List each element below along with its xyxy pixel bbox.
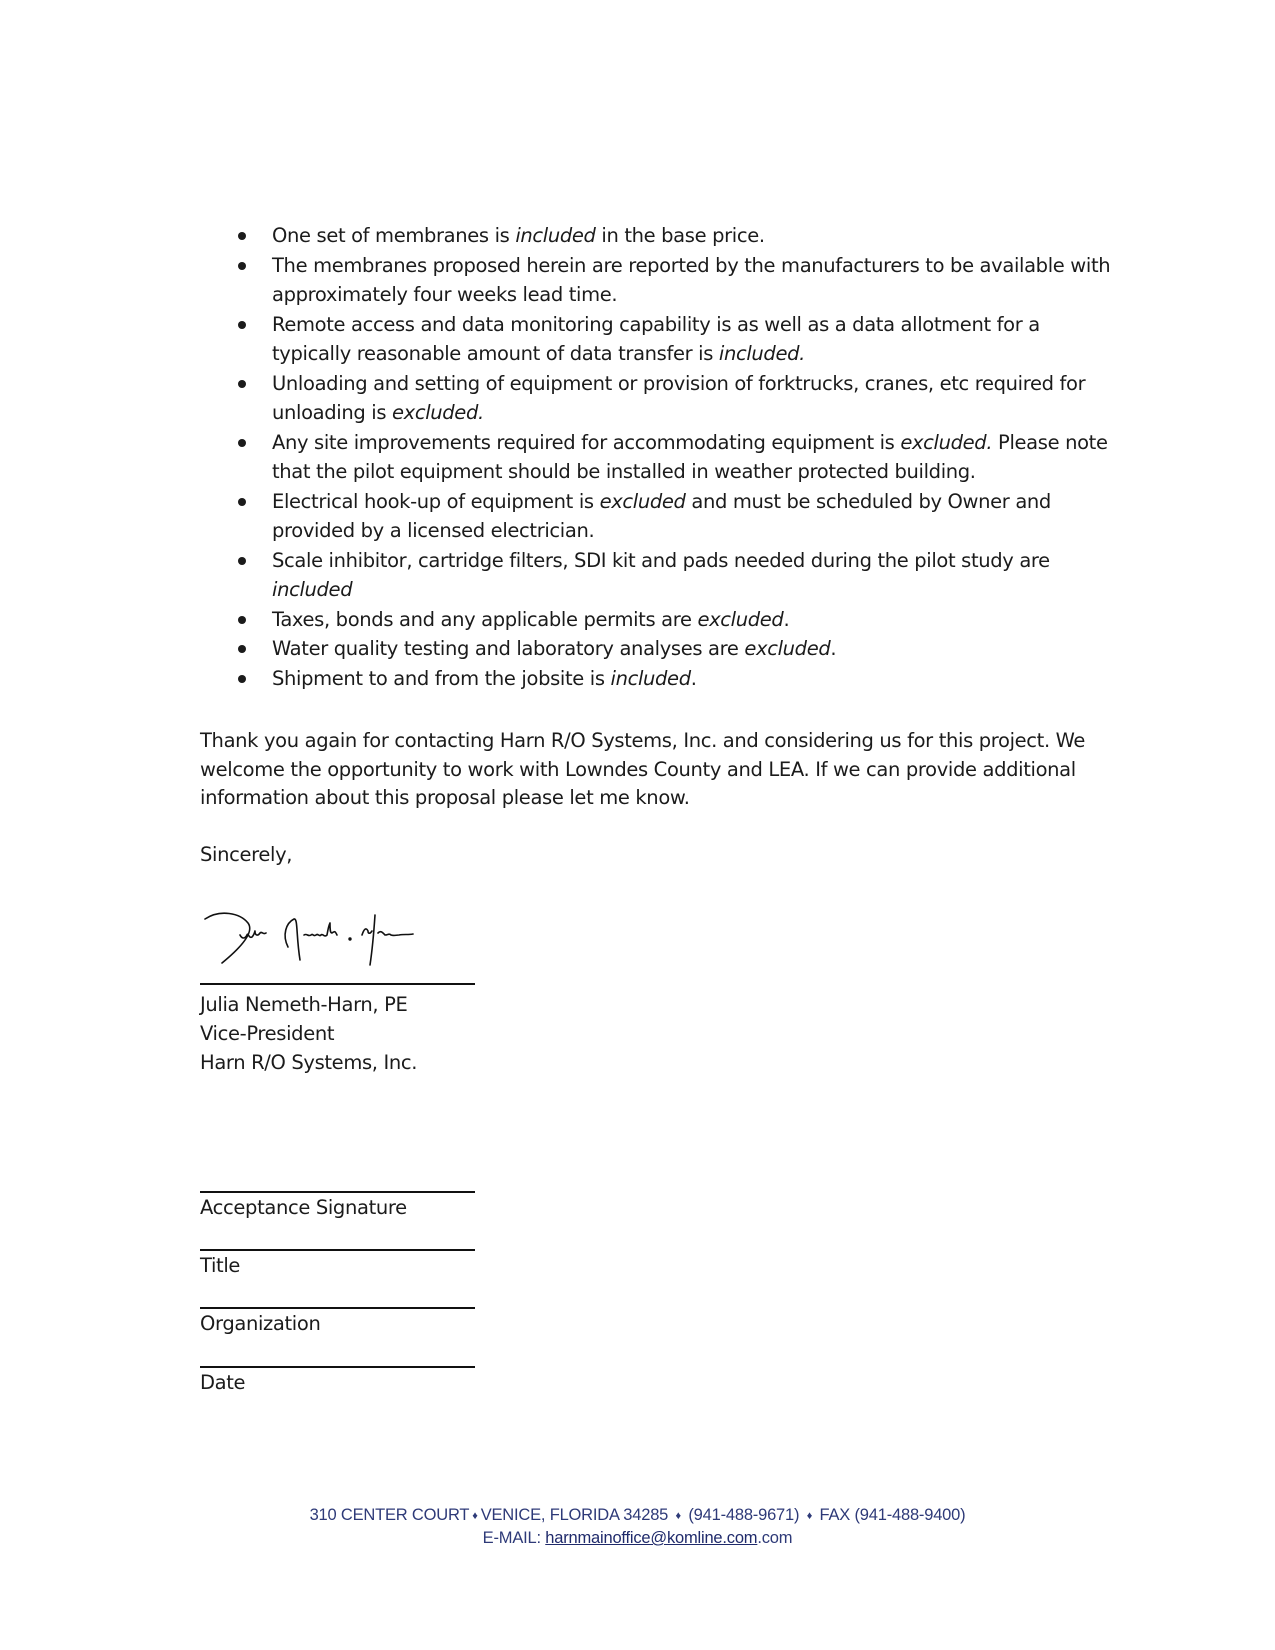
bullet-dot-icon bbox=[238, 645, 246, 653]
signer-company: Harn R/O Systems, Inc. bbox=[200, 1051, 418, 1074]
emphasis-text: excluded. bbox=[391, 401, 484, 424]
bullet-text: The membranes proposed herein are reported by the manufacturers to be available with approximately four weeks lead time. bbox=[272, 253, 1111, 306]
footer-email-label: E-MAIL: bbox=[482, 1529, 546, 1547]
bullet-text: . bbox=[690, 666, 697, 690]
closing-paragraph: Thank you again for contacting Harn R/O Systems, Inc. and considering us for this project. We welcome the opportunity to work with Lowndes County and LEA. If we can provide additional information about this proposal please let me know. bbox=[200, 729, 1086, 809]
terms-bullet-list bbox=[234, 221, 1114, 693]
bullet-dot-icon bbox=[238, 675, 246, 683]
bullet-item bbox=[234, 546, 1114, 605]
bullet-dot-icon bbox=[238, 439, 246, 447]
bullet-item bbox=[234, 605, 1114, 635]
bullet-dot-icon bbox=[238, 321, 246, 329]
acceptance-organization-label: Organization bbox=[200, 1312, 321, 1335]
emphasis-text: included bbox=[515, 224, 596, 247]
acceptance-signature-label: Acceptance Signature bbox=[200, 1196, 407, 1219]
bullet-text: Shipment to and from the jobsite is bbox=[272, 666, 611, 690]
diamond-separator-icon: ♦ bbox=[806, 1510, 813, 1522]
bullet-item bbox=[234, 251, 1114, 310]
emphasis-text: excluded bbox=[744, 637, 831, 660]
bullet-dot-icon bbox=[238, 498, 246, 506]
handwritten-signature bbox=[200, 905, 460, 980]
footer-fax: FAX (941-488-9400) bbox=[819, 1506, 966, 1524]
bullet-text: Electrical hook-up of equipment is bbox=[272, 489, 600, 513]
sign-off: Sincerely, bbox=[200, 843, 293, 866]
footer-phone: (941-488-9671) bbox=[688, 1506, 800, 1524]
bullet-dot-icon bbox=[238, 380, 246, 388]
footer-email-suffix: .com bbox=[757, 1529, 793, 1547]
footer-email-link[interactable]: harnmainoffice@komline.com bbox=[545, 1529, 758, 1547]
diamond-separator-icon: ♦ bbox=[472, 1510, 478, 1522]
emphasis-text: included bbox=[272, 578, 353, 601]
footer-address-line bbox=[0, 1506, 1275, 1525]
footer-address: 310 CENTER COURT bbox=[309, 1506, 470, 1524]
bullet-item bbox=[234, 634, 1114, 664]
bullet-text: Any site improvements required for accommodating equipment is bbox=[272, 430, 901, 454]
acceptance-title-line[interactable] bbox=[200, 1249, 475, 1251]
acceptance-date-line[interactable] bbox=[200, 1366, 475, 1368]
emphasis-text: excluded bbox=[599, 489, 686, 513]
bullet-text: . bbox=[783, 607, 790, 631]
bullet-text: Water quality testing and laboratory analyses are bbox=[272, 637, 745, 660]
bullet-dot-icon bbox=[238, 557, 246, 565]
acceptance-title-label: Title bbox=[200, 1254, 241, 1277]
footer-city: VENICE, FLORIDA 34285 bbox=[480, 1506, 669, 1524]
bullet-item bbox=[234, 221, 1114, 251]
bullet-dot-icon bbox=[238, 232, 246, 240]
bullet-text: Remote access and data monitoring capability is as well as a data allotment for a typically reasonable amount of data transfer is bbox=[272, 312, 1040, 365]
bullet-item bbox=[234, 310, 1114, 369]
bullet-item bbox=[234, 428, 1114, 487]
bullet-text: and must be scheduled by Owner and provided by a licensed electrician. bbox=[272, 489, 1051, 542]
diamond-separator-icon: ♦ bbox=[675, 1510, 681, 1522]
acceptance-organization-line[interactable] bbox=[200, 1307, 475, 1309]
emphasis-text: excluded. bbox=[900, 430, 993, 454]
emphasis-text: included. bbox=[718, 342, 805, 365]
signer-signature-line bbox=[200, 983, 475, 985]
bullet-text: in the base price. bbox=[595, 224, 765, 247]
bullet-text: Scale inhibitor, cartridge filters, SDI kit and pads needed during the pilot study are bbox=[272, 548, 1050, 572]
bullet-text: One set of membranes is bbox=[272, 224, 516, 247]
bullet-text: . bbox=[830, 637, 837, 660]
signer-block bbox=[200, 990, 417, 1077]
bullet-dot-icon bbox=[238, 262, 246, 270]
emphasis-text: included bbox=[610, 666, 691, 690]
bullet-text: Unloading and setting of equipment or provision of forktrucks, cranes, etc required for unloading is bbox=[272, 371, 1086, 424]
footer-email-line bbox=[0, 1529, 1275, 1548]
acceptance-signature-line[interactable] bbox=[200, 1191, 475, 1193]
bullet-dot-icon bbox=[238, 616, 246, 624]
bullet-item bbox=[234, 487, 1114, 546]
bullet-text: Taxes, bonds and any applicable permits are bbox=[272, 607, 698, 631]
signer-title: Vice-President bbox=[200, 1022, 335, 1045]
bullet-item bbox=[234, 369, 1114, 428]
bullet-item bbox=[234, 664, 1114, 694]
acceptance-date-label: Date bbox=[200, 1371, 246, 1394]
signer-name: Julia Nemeth-Harn, PE bbox=[200, 993, 408, 1016]
bullet-text: Please note that the pilot equipment should be installed in weather protected building. bbox=[272, 430, 1108, 483]
emphasis-text: excluded bbox=[697, 607, 784, 631]
